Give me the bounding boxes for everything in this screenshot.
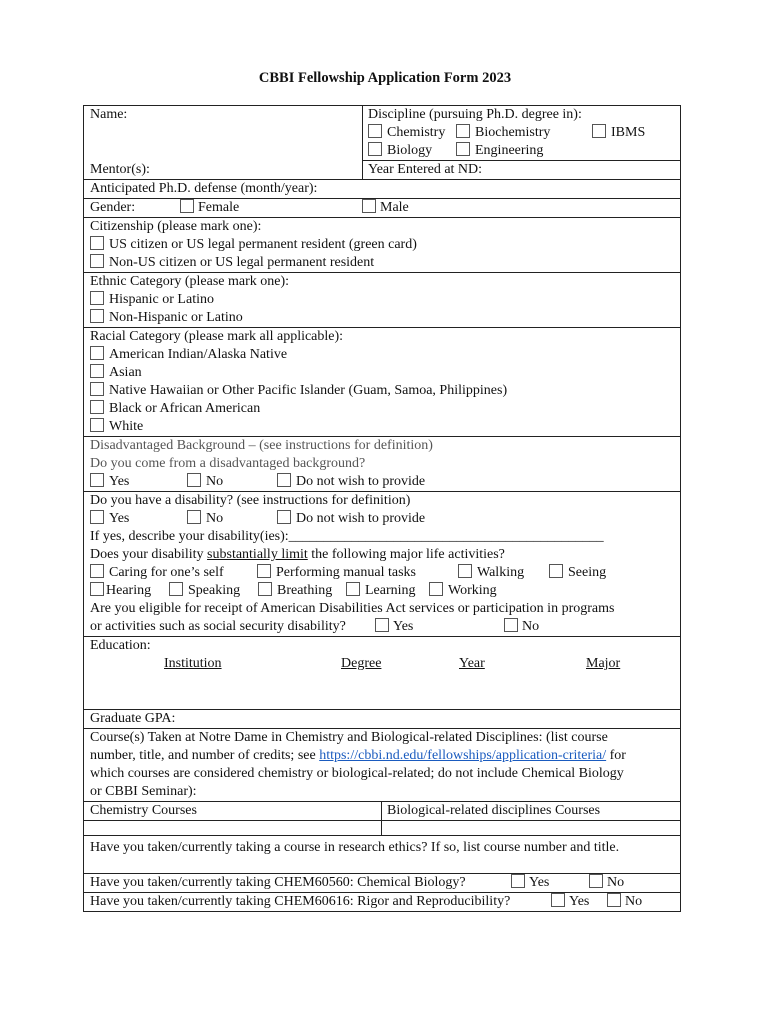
chem60560-no-label: No: [607, 875, 625, 890]
us-citizen-label: US citizen or US legal permanent resident (green card): [109, 237, 417, 252]
education-label: Education:: [90, 638, 151, 653]
defense-field[interactable]: [84, 180, 680, 199]
criteria-link[interactable]: https://cbbi.nd.edu/fellowships/application-criteria/: [319, 748, 607, 763]
manual-tasks-label: Performing manual tasks: [276, 565, 416, 580]
course-headers-row: [84, 802, 680, 821]
chemistry-courses-cell[interactable]: [84, 821, 382, 835]
non-hispanic-label: Non-Hispanic or Latino: [109, 310, 243, 325]
biochemistry-label: Biochemistry: [475, 125, 551, 140]
disadvantaged-no-checkbox[interactable]: [187, 473, 201, 487]
education-section[interactable]: [84, 637, 680, 710]
non-us-citizen-label: Non-US citizen or US legal permanent resident: [109, 255, 375, 270]
chemistry-courses-header: Chemistry Courses: [84, 802, 382, 820]
male-label: Male: [380, 200, 409, 215]
breathing-label: Breathing: [277, 583, 333, 598]
hearing-label: Hearing: [106, 583, 152, 598]
disadvantaged-yes-checkbox[interactable]: [90, 473, 104, 487]
disability-limit-question: [90, 546, 680, 564]
pacific-islander-checkbox[interactable]: [90, 382, 104, 396]
application-form: [83, 105, 681, 912]
racial-section: [84, 328, 680, 437]
disadvantaged-na-label: Do not wish to provide: [296, 474, 426, 489]
learning-checkbox[interactable]: [346, 582, 360, 596]
ada-question-line2: or activities such as social security disability?: [90, 619, 346, 634]
seeing-label: Seeing: [568, 565, 607, 580]
courses-instructions: [84, 729, 680, 802]
citizenship-section: [84, 218, 680, 273]
degree-header: Degree: [341, 656, 382, 671]
learning-label: Learning: [365, 583, 416, 598]
working-checkbox[interactable]: [429, 582, 443, 596]
black-label: Black or African American: [109, 401, 261, 416]
chem60560-yes-label: Yes: [529, 875, 550, 890]
walking-checkbox[interactable]: [458, 564, 472, 578]
disability-na-label: Do not wish to provide: [296, 511, 426, 526]
gender-row: [84, 199, 680, 218]
ada-no-checkbox[interactable]: [504, 618, 518, 632]
ada-question-line1: Are you eligible for receipt of American Disabilities Act services or participation in programs: [90, 601, 615, 616]
disability-yes-checkbox[interactable]: [90, 510, 104, 524]
bio-courses-header: Biological-related disciplines Courses: [387, 803, 601, 818]
disadvantaged-yes-label: Yes: [109, 474, 130, 489]
form-title: CBBI Fellowship Application Form 2023: [258, 70, 512, 86]
hispanic-checkbox[interactable]: [90, 291, 104, 305]
biology-label: Biology: [387, 143, 433, 158]
institution-header: Institution: [164, 656, 222, 671]
courses-line2-pre: number, title, and number of credits; see: [90, 748, 320, 763]
black-checkbox[interactable]: [90, 400, 104, 414]
citizenship-label: Citizenship (please mark one):: [90, 219, 262, 234]
non-hispanic-checkbox[interactable]: [90, 309, 104, 323]
discipline-cell: [363, 106, 680, 179]
disability-section: [84, 492, 680, 637]
caring-checkbox[interactable]: [90, 564, 104, 578]
working-label: Working: [448, 583, 497, 598]
ada-yes-checkbox[interactable]: [375, 618, 389, 632]
chemistry-label: Chemistry: [387, 125, 446, 140]
us-citizen-checkbox[interactable]: [90, 236, 104, 250]
chem60616-yes-checkbox[interactable]: [551, 893, 565, 907]
ethics-question: Have you taken/currently taking a course in research ethics? If so, list course number and title.: [90, 840, 620, 855]
ada-yes-label: Yes: [393, 619, 414, 634]
education-header-row: [90, 655, 680, 673]
disadvantaged-no-label: No: [206, 474, 224, 489]
name-cell[interactable]: [84, 106, 363, 179]
white-label: White: [109, 419, 144, 434]
racial-label: Racial Category (please mark all applicable):: [90, 329, 344, 344]
biochemistry-checkbox[interactable]: [456, 124, 470, 138]
manual-tasks-checkbox[interactable]: [257, 564, 271, 578]
american-indian-checkbox[interactable]: [90, 346, 104, 360]
disability-na-checkbox[interactable]: [277, 510, 291, 524]
limit-pre: Does your disability: [90, 547, 208, 562]
engineering-label: Engineering: [475, 143, 544, 158]
disadvantaged-question: Do you come from a disadvantaged background?: [90, 456, 366, 471]
speaking-label: Speaking: [188, 583, 241, 598]
chemistry-checkbox[interactable]: [368, 124, 382, 138]
biology-checkbox[interactable]: [368, 142, 382, 156]
courses-line2-post: for: [606, 748, 626, 763]
year-entered-label[interactable]: Year Entered at ND:: [368, 162, 483, 177]
disability-question: Do you have a disability? (see instructions for definition): [90, 493, 411, 508]
courses-line4: or CBBI Seminar):: [90, 784, 197, 799]
disability-no-label: No: [206, 511, 224, 526]
american-indian-label: American Indian/Alaska Native: [109, 347, 288, 362]
disability-no-checkbox[interactable]: [187, 510, 201, 524]
defense-label: Anticipated Ph.D. defense (month/year):: [90, 181, 318, 196]
disadvantaged-section: [84, 437, 680, 492]
pacific-islander-label: Native Hawaiian or Other Pacific Islander (Guam, Samoa, Philippines): [109, 383, 508, 398]
ibms-label: IBMS: [611, 125, 646, 140]
ibms-checkbox[interactable]: [592, 124, 606, 138]
gpa-label: Graduate GPA:: [90, 711, 176, 726]
seeing-checkbox[interactable]: [549, 564, 563, 578]
hispanic-label: Hispanic or Latino: [109, 292, 214, 307]
mentor-label: Mentor(s):: [90, 162, 150, 177]
caring-label: Caring for one’s self: [109, 565, 224, 580]
major-header: Major: [586, 656, 621, 671]
asian-label: Asian: [109, 365, 142, 380]
male-checkbox[interactable]: [362, 199, 376, 213]
gpa-field[interactable]: [84, 710, 680, 729]
chem60560-no-checkbox[interactable]: [589, 874, 603, 888]
ethics-section[interactable]: [84, 836, 680, 874]
course-entry-row: [84, 821, 680, 836]
engineering-checkbox[interactable]: [456, 142, 470, 156]
limit-post: the following major life activities?: [307, 547, 505, 562]
name-label: Name:: [90, 107, 128, 122]
chem60616-yes-label: Yes: [569, 894, 590, 909]
gender-label: Gender:: [90, 200, 136, 215]
hearing-checkbox[interactable]: [90, 582, 104, 596]
disability-describe-field[interactable]: If yes, describe your disability(ies):_____________________________________________: [90, 529, 604, 544]
disadvantaged-heading: Disadvantaged Background – (see instructions for definition): [90, 438, 433, 453]
non-us-citizen-checkbox[interactable]: [90, 254, 104, 268]
female-checkbox[interactable]: [180, 199, 194, 213]
asian-checkbox[interactable]: [90, 364, 104, 378]
courses-line1: Course(s) Taken at Notre Dame in Chemistry and Biological-related Disciplines: (list course: [90, 730, 608, 745]
ethnic-section: [84, 273, 680, 328]
name-discipline-section: [84, 106, 680, 180]
chem60616-row: [84, 893, 680, 912]
discipline-label: Discipline (pursuing Ph.D. degree in):: [368, 107, 582, 122]
breathing-checkbox[interactable]: [258, 582, 272, 596]
limit-underlined: substantially limit: [207, 547, 308, 562]
speaking-checkbox[interactable]: [169, 582, 183, 596]
white-checkbox[interactable]: [90, 418, 104, 432]
bio-courses-cell[interactable]: [382, 821, 680, 835]
female-label: Female: [198, 200, 240, 215]
chem60560-row: [84, 874, 680, 893]
courses-line3: which courses are considered chemistry or biological-related; do not include Chemical Biology: [90, 766, 624, 781]
chem60560-yes-checkbox[interactable]: [511, 874, 525, 888]
disadvantaged-na-checkbox[interactable]: [277, 473, 291, 487]
chem60616-no-checkbox[interactable]: [607, 893, 621, 907]
ada-no-label: No: [522, 619, 540, 634]
chem60616-question: Have you taken/currently taking CHEM60616: Rigor and Reproducibility?: [90, 894, 511, 909]
disability-yes-label: Yes: [109, 511, 130, 526]
chem60616-no-label: No: [625, 894, 643, 909]
chem60560-question: Have you taken/currently taking CHEM60560: Chemical Biology?: [90, 875, 466, 890]
ethnic-label: Ethnic Category (please mark one):: [90, 274, 290, 289]
walking-label: Walking: [477, 565, 525, 580]
year-header: Year: [459, 656, 485, 671]
